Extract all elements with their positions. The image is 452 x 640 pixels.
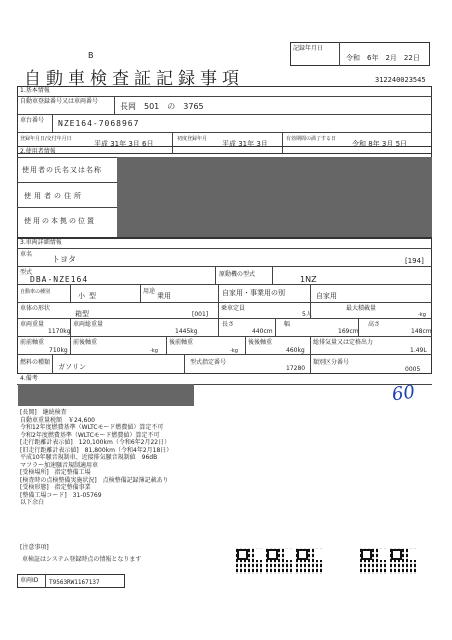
use: 乗用 bbox=[157, 292, 171, 300]
fr-axle: -kg bbox=[150, 348, 158, 354]
note-line: マフラー加速騒音規制適用車 bbox=[20, 461, 99, 469]
note-line: [検査時の点検整備実施状況] 点検整備記録簿記載あり bbox=[20, 476, 169, 484]
note-line: [旧走行距離計表示値] 81,800km（令和4年2月18日） bbox=[20, 446, 173, 454]
capacity-label: 乗車定員 bbox=[221, 305, 246, 312]
class-no-label: 類別区分番号 bbox=[313, 359, 350, 366]
model-label: 型式 bbox=[20, 269, 33, 276]
height-label: 高さ bbox=[368, 321, 381, 328]
reg-no-label: 自動車登録番号又は車両番号 bbox=[20, 98, 99, 105]
kind-label: 自動車の種別 bbox=[20, 289, 51, 295]
note-line: 令和12年度燃費基準（WLTCモード燃費値）算定不可 bbox=[20, 424, 164, 431]
first-reg-date: 平成 31年 3月 6日 bbox=[94, 140, 154, 148]
weight-label: 車両重量 bbox=[20, 321, 45, 328]
body-code: [001] bbox=[192, 311, 209, 318]
rf-axle: -kg bbox=[230, 348, 238, 354]
form-code: B bbox=[88, 51, 94, 60]
gross: 1445kg bbox=[175, 328, 198, 335]
expiry-date: 令和 8年 3月 5日 bbox=[352, 140, 408, 148]
notice-text: 車検証はシステム登録時点の情報となります bbox=[22, 556, 142, 563]
note-line: [走行距離計表示値] 120,100km（令和6年2月22日） bbox=[20, 439, 171, 446]
qr-code-icon bbox=[390, 548, 416, 574]
note-line: [整備工場コード] 31-05769 bbox=[20, 491, 102, 499]
weight: 1170kg bbox=[48, 328, 71, 335]
base-label: 使用の本拠の位置 bbox=[24, 217, 96, 225]
capacity: 5人 bbox=[302, 311, 312, 318]
note-line: 平成10年騒音規制車、近接排気騒音規制値 96dB bbox=[20, 454, 158, 461]
fr-axle-label: 前後軸重 bbox=[73, 339, 98, 346]
expiry-label: 有効期間の満了する日 bbox=[286, 136, 337, 142]
first-date: 平成 31年 3月 bbox=[222, 140, 268, 148]
max-load: -kg bbox=[418, 312, 426, 318]
note-line: [受検場所] 指定整備工場 bbox=[20, 469, 91, 476]
handwritten-mark: 60 bbox=[390, 381, 417, 406]
first-date-label: 初度登録年月 bbox=[177, 136, 208, 142]
record-date: 令和 6年 2月 22日 bbox=[346, 54, 420, 62]
address-label: 使用者の住所 bbox=[24, 192, 84, 200]
maker-label: 車名 bbox=[20, 251, 33, 258]
record-date-label: 記録年月日 bbox=[293, 45, 324, 52]
type-no: 17280 bbox=[286, 365, 306, 372]
use-label: 用途 bbox=[143, 288, 156, 295]
body-label: 車体の形状 bbox=[20, 305, 51, 312]
chassis-no: NZE164-7068967 bbox=[58, 119, 140, 128]
notes-list bbox=[20, 410, 172, 508]
fuel-label: 燃料の種類 bbox=[20, 359, 51, 366]
qr-code-icon bbox=[360, 548, 386, 574]
reg-no: 長岡 501 の 3765 bbox=[120, 102, 204, 111]
notice-heading: [注意事項] bbox=[20, 544, 49, 551]
document-title: 自動車検査証記録事項 bbox=[24, 69, 244, 89]
qr-code-icon bbox=[236, 548, 262, 574]
displacement-label: 総排気量又は定格出力 bbox=[313, 339, 374, 346]
engine: 1NZ bbox=[300, 275, 317, 284]
vehicle-id: T9563RW1167137 bbox=[49, 579, 100, 586]
kind: 小型 bbox=[78, 292, 100, 300]
redacted-notes bbox=[18, 384, 194, 406]
gross-label: 車両総重量 bbox=[73, 321, 104, 328]
body: 箱型 bbox=[75, 310, 89, 318]
document-serial: 312240023545 bbox=[375, 76, 426, 84]
section2-heading: 2.使用者情報 bbox=[20, 148, 56, 155]
chassis-label: 車台番号 bbox=[20, 117, 45, 124]
rf-axle-label: 後前軸重 bbox=[169, 339, 194, 346]
business: 自家用 bbox=[316, 292, 337, 300]
note-line: 自動車重量税額 ￥24,600 bbox=[20, 416, 95, 424]
section4-heading: 4.備考 bbox=[20, 375, 38, 382]
length: 440cm bbox=[252, 328, 273, 335]
qr-code-icon bbox=[296, 548, 322, 574]
height: 148cm bbox=[411, 328, 432, 335]
first-reg-label: 登録年月日/交付年月日 bbox=[20, 136, 72, 142]
type-no-label: 型式指定番号 bbox=[190, 359, 227, 366]
section1-heading: 1.基本情報 bbox=[20, 87, 50, 94]
ff-axle: 710kg bbox=[49, 347, 68, 354]
note-line: [受検形態] 指定整備事業 bbox=[20, 484, 91, 491]
redacted-owner-info bbox=[117, 157, 432, 237]
vehicle-id-label: 車両ID bbox=[20, 577, 39, 584]
note-line: 令和2年度燃費基準（WLTCモード燃費値）算定不可 bbox=[20, 431, 160, 439]
max-load-label: 最大積載量 bbox=[346, 305, 377, 312]
engine-label: 原動機の型式 bbox=[219, 271, 256, 278]
maker-code: [194] bbox=[405, 257, 424, 265]
note-line: [長岡] 継続検査 bbox=[20, 409, 67, 416]
owner-label: 使用者の氏名又は名称 bbox=[22, 166, 102, 174]
class-no: 0005 bbox=[405, 366, 421, 373]
fuel: ガソリン bbox=[58, 363, 86, 371]
model: DBA-NZE164 bbox=[30, 275, 89, 284]
ff-axle-label: 前前軸重 bbox=[20, 339, 45, 346]
qr-code-icon bbox=[266, 548, 292, 574]
business-label: 自家用・事業用の別 bbox=[222, 289, 285, 297]
width-label: 幅 bbox=[284, 321, 291, 328]
width: 169cm bbox=[338, 328, 359, 335]
note-line: 以下余白 bbox=[20, 499, 45, 506]
rr-axle: 460kg bbox=[286, 347, 305, 354]
length-label: 長さ bbox=[222, 321, 235, 328]
maker: トヨタ bbox=[52, 255, 76, 264]
displacement: 1.49L bbox=[410, 347, 427, 354]
section3-heading: 3.車両詳細情報 bbox=[20, 239, 62, 246]
rr-axle-label: 後後軸重 bbox=[248, 339, 273, 346]
